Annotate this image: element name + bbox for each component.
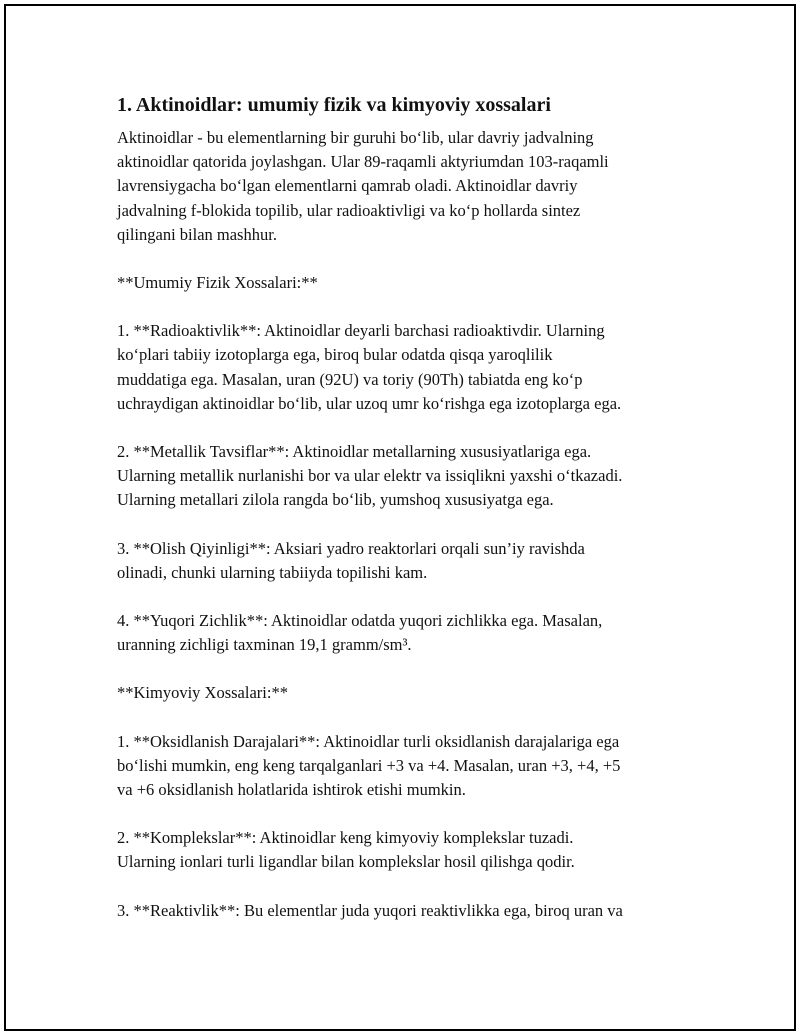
physical-item-density bbox=[117, 609, 697, 657]
paragraph-line: 2. **Metallik Tavsiflar**: Aktinoidlar metallarning xususiyatlariga ega. bbox=[117, 442, 592, 462]
document-title: 1. Aktinoidlar: umumiy fizik va kimyoviy xossalari bbox=[117, 94, 551, 116]
paragraph-line: Aktinoidlar - bu elementlarning bir guruhi bo‘lib, ular davriy jadvalning bbox=[117, 128, 594, 147]
paragraph-line: Ularning ionlari turli ligandlar bilan komplekslar hosil qilishga qodir. bbox=[117, 852, 575, 872]
paragraph-line: 4. **Yuqori Zichlik**: Aktinoidlar odatda yuqori zichlikka ega. Masalan, bbox=[117, 611, 603, 631]
paragraph-line: **Umumiy Fizik Xossalari:** bbox=[117, 273, 318, 293]
physical-item-metallic bbox=[117, 440, 697, 513]
paragraph-line: muddatiga ega. Masalan, uran (92U) va toriy (90Th) tabiatda eng ko‘p bbox=[117, 369, 583, 389]
physical-item-difficulty bbox=[117, 537, 697, 585]
paragraph-line: lavrensiygacha bo‘lgan elementlarni qamrab oladi. Aktinoidlar davriy bbox=[117, 176, 578, 196]
paragraph-line: Ularning metallik nurlanishi bor va ular elektr va issiqlikni yaxshi o‘tkazadi. bbox=[117, 466, 623, 486]
paragraph-line: 3. **Olish Qiyinligi**: Aksiari yadro reaktorlari orqali sun’iy ravishda bbox=[117, 538, 585, 558]
chemical-item-oxidation bbox=[117, 730, 697, 803]
section-heading-physical bbox=[117, 271, 697, 295]
paragraph-line: Ularning metallari zilola rangda bo‘lib, yumshoq xususiyatga ega. bbox=[117, 490, 554, 510]
chemical-item-complexes bbox=[117, 826, 697, 874]
document-body bbox=[117, 92, 697, 947]
paragraph-line: olinadi, chunki ularning tabiiyda topilishi kam. bbox=[117, 562, 428, 582]
paragraph-line: ko‘plari tabiiy izotoplarga ega, biroq bular odatda qisqa yaroqlilik bbox=[117, 345, 553, 365]
section-heading-chemical bbox=[117, 681, 697, 705]
intro-paragraph bbox=[117, 126, 697, 247]
paragraph-line: jadvalning f-blokida topilib, ular radioaktivligi va ko‘p hollarda sintez bbox=[117, 200, 581, 220]
paragraph-line: 2. **Komplekslar**: Aktinoidlar keng kimyoviy komplekslar tuzadi. bbox=[117, 828, 574, 848]
paragraph-line: **Kimyoviy Xossalari:** bbox=[117, 683, 288, 703]
paragraph-line: aktinoidlar qatorida joylashgan. Ular 89-raqamli aktyriumdan 103-raqamli bbox=[117, 152, 609, 172]
paragraph-line: va +6 oksidlanish holatlarida ishtirok etishi mumkin. bbox=[117, 780, 466, 800]
paragraph-line: bo‘lishi mumkin, eng keng tarqalganlari +3 va +4. Masalan, uran +3, +4, +5 bbox=[117, 755, 621, 775]
paragraph-line: 3. **Reaktivlik**: Bu elementlar juda yuqori reaktivlikka ega, biroq uran va bbox=[117, 900, 623, 920]
paragraph-line: uranning zichligi taxminan 19,1 gramm/sm³. bbox=[117, 635, 412, 655]
physical-item-radioactivity bbox=[117, 319, 697, 416]
paragraph-line: qilingani bilan mashhur. bbox=[117, 224, 277, 244]
paragraph-line: 1. **Radioaktivlik**: Aktinoidlar deyarli barchasi radioaktivdir. Ularning bbox=[117, 321, 605, 341]
chemical-item-reactivity bbox=[117, 899, 697, 923]
paragraph-line: uchraydigan aktinoidlar bo‘lib, ular uzoq umr ko‘rishga ega izotoplarga ega. bbox=[117, 393, 622, 413]
paragraph-line: 1. **Oksidlanish Darajalari**: Aktinoidlar turli oksidlanish darajalariga ega bbox=[117, 731, 620, 751]
